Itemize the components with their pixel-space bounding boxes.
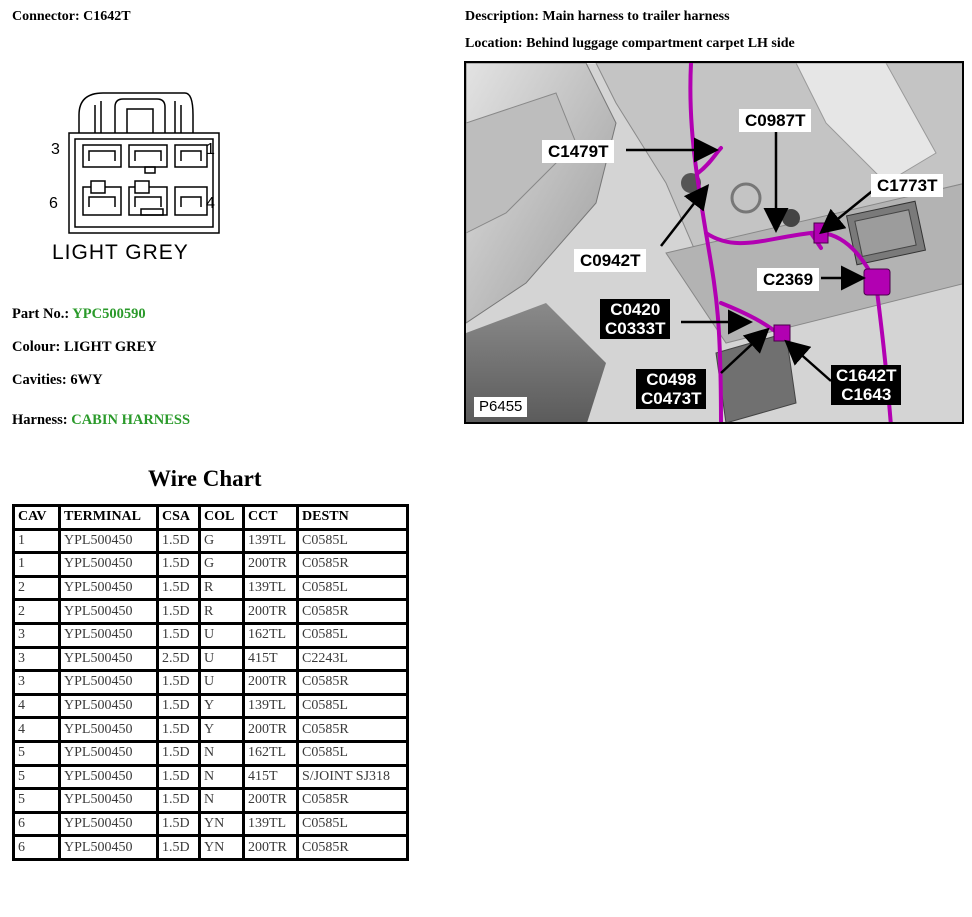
col-header-csa: CSA: [158, 506, 200, 530]
cell-cct: 200TR: [244, 671, 298, 695]
harness-link[interactable]: CABIN HARNESS: [71, 412, 191, 428]
connector-value: C1642T: [83, 9, 131, 24]
cell-destn: C0585L: [298, 694, 408, 718]
cell-col: N: [200, 789, 244, 813]
cell-csa: 1.5D: [158, 741, 200, 765]
cell-cct: 200TR: [244, 789, 298, 813]
cell-cct: 415T: [244, 647, 298, 671]
callout-c0333t: C0333T: [605, 319, 666, 338]
part-no-label: Part No.:: [12, 306, 70, 322]
col-header-col: COL: [200, 506, 244, 530]
table-row: [14, 694, 408, 718]
cell-terminal: YPL500450: [60, 741, 158, 765]
cell-csa: 1.5D: [158, 718, 200, 742]
cell-destn: C0585R: [298, 553, 408, 577]
table-row: [14, 600, 408, 624]
cell-terminal: YPL500450: [60, 836, 158, 860]
cell-csa: 1.5D: [158, 789, 200, 813]
cell-cct: 139TL: [244, 812, 298, 836]
wire-chart-header-row: [14, 506, 408, 530]
cell-col: R: [200, 600, 244, 624]
cell-terminal: YPL500450: [60, 576, 158, 600]
cell-cav: 5: [14, 789, 60, 813]
cell-terminal: YPL500450: [60, 623, 158, 647]
table-row: [14, 718, 408, 742]
cell-cct: 162TL: [244, 741, 298, 765]
table-row: [14, 647, 408, 671]
cell-csa: 1.5D: [158, 529, 200, 553]
callout-c0420-c0333t: [600, 299, 670, 339]
cell-cct: 200TR: [244, 600, 298, 624]
cell-cav: 6: [14, 812, 60, 836]
callout-c0498-c0473t: [636, 369, 706, 409]
cell-cct: 139TL: [244, 529, 298, 553]
cell-csa: 1.5D: [158, 671, 200, 695]
callout-c2369: C2369: [757, 268, 819, 291]
cell-col: Y: [200, 694, 244, 718]
wire-chart-body: [14, 529, 408, 859]
cell-terminal: YPL500450: [60, 647, 158, 671]
table-row: [14, 623, 408, 647]
cell-cav: 1: [14, 529, 60, 553]
cell-destn: C0585L: [298, 529, 408, 553]
cell-cav: 1: [14, 553, 60, 577]
col-header-destn: DESTN: [298, 506, 408, 530]
colour-value: LIGHT GREY: [63, 339, 157, 355]
photo-code: P6455: [474, 397, 527, 417]
cell-cav: 5: [14, 765, 60, 789]
table-row: [14, 576, 408, 600]
cell-cav: 2: [14, 576, 60, 600]
cell-cav: 3: [14, 623, 60, 647]
table-row: [14, 741, 408, 765]
cell-col: G: [200, 553, 244, 577]
cell-csa: 1.5D: [158, 694, 200, 718]
table-row: [14, 836, 408, 860]
table-row: [14, 529, 408, 553]
cell-col: U: [200, 671, 244, 695]
table-row: [14, 553, 408, 577]
cell-terminal: YPL500450: [60, 765, 158, 789]
callout-c1479t: C1479T: [542, 140, 614, 163]
face-colour-caption: LIGHT GREY: [52, 241, 189, 264]
cell-col: N: [200, 741, 244, 765]
cell-terminal: YPL500450: [60, 789, 158, 813]
cell-cct: 139TL: [244, 694, 298, 718]
cell-csa: 1.5D: [158, 623, 200, 647]
cell-terminal: YPL500450: [60, 671, 158, 695]
cell-destn: C2243L: [298, 647, 408, 671]
harness-label: Harness:: [12, 412, 68, 428]
cell-terminal: YPL500450: [60, 812, 158, 836]
pin-number-1: 1: [206, 141, 215, 158]
col-header-terminal: TERMINAL: [60, 506, 158, 530]
table-row: [14, 671, 408, 695]
table-row: [14, 789, 408, 813]
cell-csa: 1.5D: [158, 576, 200, 600]
wire-chart-title: Wire Chart: [148, 466, 262, 491]
callout-c1642t: C1642T: [836, 366, 897, 385]
col-header-cct: CCT: [244, 506, 298, 530]
cell-destn: C0585L: [298, 812, 408, 836]
cell-col: Y: [200, 718, 244, 742]
part-no-line: [12, 306, 146, 323]
cell-cct: 139TL: [244, 576, 298, 600]
cavities-label: Cavities:: [12, 372, 67, 388]
callout-c0420: C0420: [610, 300, 661, 319]
cell-csa: 1.5D: [158, 765, 200, 789]
callout-c1642t-c1643: [831, 365, 901, 405]
callout-c1643: C1643: [841, 385, 892, 404]
cavities-value: 6WY: [70, 372, 103, 388]
cell-col: N: [200, 765, 244, 789]
callout-c0942t: C0942T: [574, 249, 646, 272]
pin-number-3: 3: [51, 141, 60, 158]
cell-col: G: [200, 529, 244, 553]
connector-label: Connector:: [12, 9, 80, 24]
table-row: [14, 765, 408, 789]
location-photo: [464, 61, 964, 424]
cell-csa: 1.5D: [158, 553, 200, 577]
harness-line: [12, 412, 190, 429]
cell-col: U: [200, 623, 244, 647]
description-label: Description:: [465, 9, 539, 24]
location-label: Location:: [465, 36, 523, 51]
cell-cct: 200TR: [244, 553, 298, 577]
location-line: [465, 36, 795, 52]
col-header-cav: CAV: [14, 506, 60, 530]
cell-cct: 200TR: [244, 718, 298, 742]
cell-destn: C0585R: [298, 789, 408, 813]
pin-number-4: 4: [206, 195, 215, 212]
cell-destn: C0585R: [298, 718, 408, 742]
cell-cav: 4: [14, 694, 60, 718]
location-value: Behind luggage compartment carpet LH side: [526, 36, 795, 51]
cell-terminal: YPL500450: [60, 600, 158, 624]
cell-cav: 3: [14, 647, 60, 671]
description-line: [465, 9, 730, 25]
cavities-line: [12, 372, 103, 389]
cell-destn: C0585R: [298, 836, 408, 860]
cell-cct: 162TL: [244, 623, 298, 647]
cell-csa: 1.5D: [158, 812, 200, 836]
pin-number-6: 6: [49, 195, 58, 212]
cell-col: YN: [200, 812, 244, 836]
wire-chart-table: [12, 504, 409, 861]
part-no-link[interactable]: YPC500590: [72, 306, 146, 322]
cell-cct: 415T: [244, 765, 298, 789]
cell-terminal: YPL500450: [60, 694, 158, 718]
cell-cav: 6: [14, 836, 60, 860]
cell-csa: 1.5D: [158, 836, 200, 860]
cell-csa: 1.5D: [158, 600, 200, 624]
cell-destn: S/JOINT SJ318: [298, 765, 408, 789]
table-row: [14, 812, 408, 836]
colour-line: [12, 339, 157, 356]
cell-cct: 200TR: [244, 836, 298, 860]
cell-cav: 4: [14, 718, 60, 742]
cell-terminal: YPL500450: [60, 529, 158, 553]
cell-destn: C0585L: [298, 741, 408, 765]
cell-cav: 2: [14, 600, 60, 624]
callout-c0498: C0498: [646, 370, 697, 389]
cell-terminal: YPL500450: [60, 553, 158, 577]
callout-c0473t: C0473T: [641, 389, 702, 408]
cell-destn: C0585R: [298, 600, 408, 624]
cell-cav: 3: [14, 671, 60, 695]
colour-label: Colour:: [12, 339, 61, 355]
cell-terminal: YPL500450: [60, 718, 158, 742]
description-value: Main harness to trailer harness: [542, 9, 730, 24]
cell-destn: C0585L: [298, 623, 408, 647]
cell-destn: C0585L: [298, 576, 408, 600]
cell-cav: 5: [14, 741, 60, 765]
callout-c0987t: C0987T: [739, 109, 811, 132]
cell-csa: 2.5D: [158, 647, 200, 671]
cell-col: U: [200, 647, 244, 671]
callout-c1773t: C1773T: [871, 174, 943, 197]
cell-destn: C0585R: [298, 671, 408, 695]
connector-line: [12, 9, 131, 25]
cell-col: R: [200, 576, 244, 600]
cell-col: YN: [200, 836, 244, 860]
